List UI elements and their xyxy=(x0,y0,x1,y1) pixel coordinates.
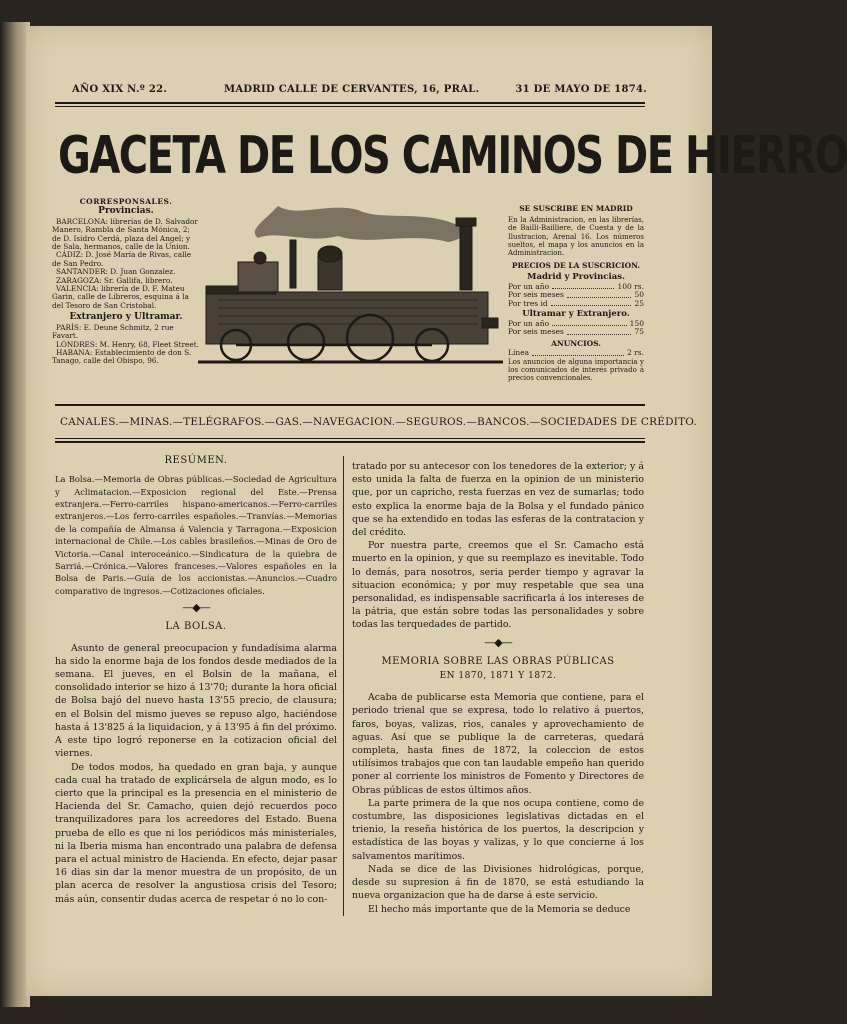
topics-rule-top xyxy=(55,404,645,406)
issue-number: AÑO XIX N.º 22. xyxy=(72,84,168,95)
locomotive-illustration xyxy=(198,200,503,376)
bolsa-paragraph: Asunto de general preocupacion y fundadísima alarma ha sido la enorme baja de los fondos desde mediados de la semana. El jueves, en el Bolsin de la mañana, el consolidado interior se hizo á 13'70; durante la hora oficial de Bolsa bajó del nuevo hasta 13'55 precio, de clausura; en el Bolsin del mismo jueves se repuso algo, haciéndose hasta á 13'825 á la liquidacion, y á 13'95 á fin del próximo. A este tipo logró reponerse en la cotizacion oficial del viernes. xyxy=(55,642,337,760)
price-label: Por un año xyxy=(508,281,550,291)
masthead-rule-top xyxy=(55,102,645,104)
topics-rule-bottom-thick xyxy=(55,441,645,443)
ornament-divider: —◆— xyxy=(484,635,512,649)
price-row xyxy=(508,300,644,309)
summary-heading: RESÚMEN. xyxy=(164,455,228,466)
price-value: 150 xyxy=(629,318,644,328)
masthead-info-line xyxy=(72,84,647,98)
correspondent-entry: PARÍS: E. Deune Schmitz, 2 rue Favart. xyxy=(52,322,174,341)
price-label: Por seis meses xyxy=(508,290,564,300)
madrid-heading: Madrid y Provincias. xyxy=(527,272,625,283)
memoria-paragraph: Nada se dice de las Divisiones hidrológicas, porque, desde su supresion á fin de 1870, se está estudiando la nueva organizacion que ha de darse á este servicio. xyxy=(352,863,644,902)
masthead-rule-top-thin xyxy=(55,106,645,107)
correspondents-heading: CORRESPONSALES. xyxy=(79,197,173,206)
price-label: Línea xyxy=(508,348,530,357)
price-row xyxy=(508,328,644,337)
price-value: 25 xyxy=(634,298,644,308)
price-value: 75 xyxy=(634,327,644,337)
memoria-paragraph: La parte primera de la que nos ocupa contiene, como de costumbre, las disposiciones legislativas dictadas en el trienio, la reseña histórica de los puertos, la descripcion y estadística de las boyas y valizas, y lo que concierne á los salvamentos marítimos. xyxy=(352,797,644,862)
abroad-heading: Extranjero y Ultramar. xyxy=(69,312,183,323)
memoria-paragraph: Acaba de publicarse esta Memoria que contiene, para el periodo trienal que se expresa, todo lo relativo á puertos, faros, boyas, valizas, rios, canales y aprovechamiento de aguas. Así que se publique la de carreteras, quedará completa, hasta fines de 1872, la coleccion de estos utilísimos trabajos que con tan laudable empeño han querido poner al corriente los ministros de Fomento y Directores de Obras públicas de estos últimos años. xyxy=(352,692,644,796)
topics-rule-bottom xyxy=(55,438,645,439)
ornament-divider: —◆— xyxy=(182,601,210,615)
bolsa-paragraph: De todos modos, ha quedado en gran baja, y aunque cada cual ha tratado de explicársela de algun modo, es lo cierto que la principal es la presencia en el ministerio de Hacienda del Sr. Camacho, quien dejó recuerdos poco tranquilizadores para los acreedores del Estado. Buena prueba de ello es que ni los periódicos más ministeriales, ni la Iberia misma han encontrado una palabra de defensa para el actual ministro de Hacienda. En efecto, dejar pasar 16 dias sin dar la menor muestra de un propósito, de un plan acerca de resolver la angustiosa crisis del Tesoro; más aún, consentir dudas acerca de respetar ó no lo con- xyxy=(55,761,337,905)
bolsa-heading: LA BOLSA. xyxy=(165,621,227,633)
ads-text: Los anuncios de alguna importancia y los comunicados de interés privado á precios convencionales. xyxy=(508,357,644,382)
price-label: Por un año xyxy=(508,318,550,328)
price-value: 100 rs. xyxy=(617,281,644,291)
prices-heading: PRECIOS DE LA SUSCRICION. xyxy=(511,261,641,271)
subscription-heading: SE SUSCRIBE EN MADRID xyxy=(519,204,633,213)
provinces-heading: Provincias. xyxy=(98,206,154,217)
price-label: Por tres id xyxy=(508,298,548,308)
correspondent-entry: SANTANDER: D. Juan Gonzalez. xyxy=(56,267,176,277)
correspondent-entry: ZARAGOZA: Sr. Gallifa, librero. xyxy=(56,275,173,285)
article-paragraph: Por nuestra parte, creemos que el Sr. Camacho está muerto en la opinion, y que su reemplazo es inevitable. Todo lo demás, para nosotros, seria perder tiempo y agravar la situacion económica; y por muy respetable que sea una personalidad, es indispensable sacrificarla á los intereses de la pátria, que están sobre todas las personalidades y sobre todas las terquedades de partido. xyxy=(352,540,644,631)
memoria-subheading: EN 1870, 1871 Y 1872. xyxy=(439,671,557,682)
subscription-text: En la Administracion, en las librerías, de Bailli-Bailliere, de Cuesta y de la Ilustracion, Arenal 16. Los números sueltos, el mapa y los anuncios en la Administracion. xyxy=(508,216,644,258)
price-value: 50 xyxy=(634,290,644,300)
memoria-heading: MEMORIA SOBRE LAS OBRAS PÚBLICAS xyxy=(381,655,615,667)
column-divider xyxy=(343,456,344,916)
abroad-prices-heading: Ultramar y Extranjero. xyxy=(522,309,630,320)
ads-heading: ANUNCIOS. xyxy=(551,338,601,348)
summary-text: La Bolsa.—Memoria de Obras públicas.—Sociedad de Agricultura y Aclimatacion.—Exposicion regional del Este.—Prensa extranjera.—Ferro-carriles hispano-americanos.—Ferro-carriles extranjeros.—Los ferro-carriles españoles.—Tranvías.—Memorias de la compañía de Almansa á Valencia y Tarragona.—Exposicion internacional de Chile.—Los cables brasileños.—Minas de Oro de Victoria.—Canal interoceánico.—Sindicatura de la quiebra de Sarriá.—Crónica.—Valores franceses.—Valores españoles en la Bolsa de Paris.—Guía de los accionistas.—Anuncios.—Cuadro comparativo de ingresos.—Cotizaciones oficiales. xyxy=(55,474,337,596)
correspondents-block xyxy=(52,198,200,366)
correspondent-entry: CÁDIZ: D. José María de Rivas, calle de San Pedro. xyxy=(52,250,192,268)
correspondent-entry: BARCELONA: librerías de D. Salvador Manero, Rambla de Santa Mónica, 2; de D. Isidro Cerdá, plaza del Angel; y de Sala, hermanos, calle de la Union. xyxy=(52,216,198,252)
address: MADRID CALLE DE CERVANTES, 16, PRAL. xyxy=(224,84,480,95)
memoria-paragraph: El hecho más importante que de la Memoria se deduce xyxy=(368,903,631,915)
right-column xyxy=(352,460,644,916)
price-label: Por seis meses xyxy=(508,327,564,337)
left-column xyxy=(55,452,337,906)
subscription-block xyxy=(508,205,644,382)
article-paragraph: tratado por su antecesor con los tenedores de la exterior; y á esto unida la falta de fuerza en la opinion de un ministerio que, por un capricho, resta fuerzas en vez de sumarlas; todo esto explica la enorme baja de la Bolsa y el fundado pánico que se ha extendido en todas las esferas de la contratacion y del crédito. xyxy=(352,461,644,539)
correspondent-entry: VALENCIA: librería de D. F. Mateu Garin, calle de Libreros, esquina á la del Tesoro de San Cristobal. xyxy=(52,284,189,310)
newspaper-title: GACETA DE LOS CAMINOS DE HIERRO xyxy=(58,126,847,186)
correspondent-entry: LÓNDRES: M. Henry, 68, Fleet Street. xyxy=(56,339,199,349)
correspondent-entry: HABANA: Establecimiento de don S. Tanago, calle del Obispo, 96. xyxy=(52,347,192,366)
topics-line: CANALES.—MINAS.—TELÉGRAFOS.—GAS.—NAVEGACION.—SEGUROS.—BANCOS.—SOCIEDADES DE CRÉDITO. xyxy=(60,416,698,428)
price-value: 2 rs. xyxy=(627,348,644,357)
price-row xyxy=(508,349,644,358)
date: 31 DE MAYO DE 1874. xyxy=(515,84,647,95)
